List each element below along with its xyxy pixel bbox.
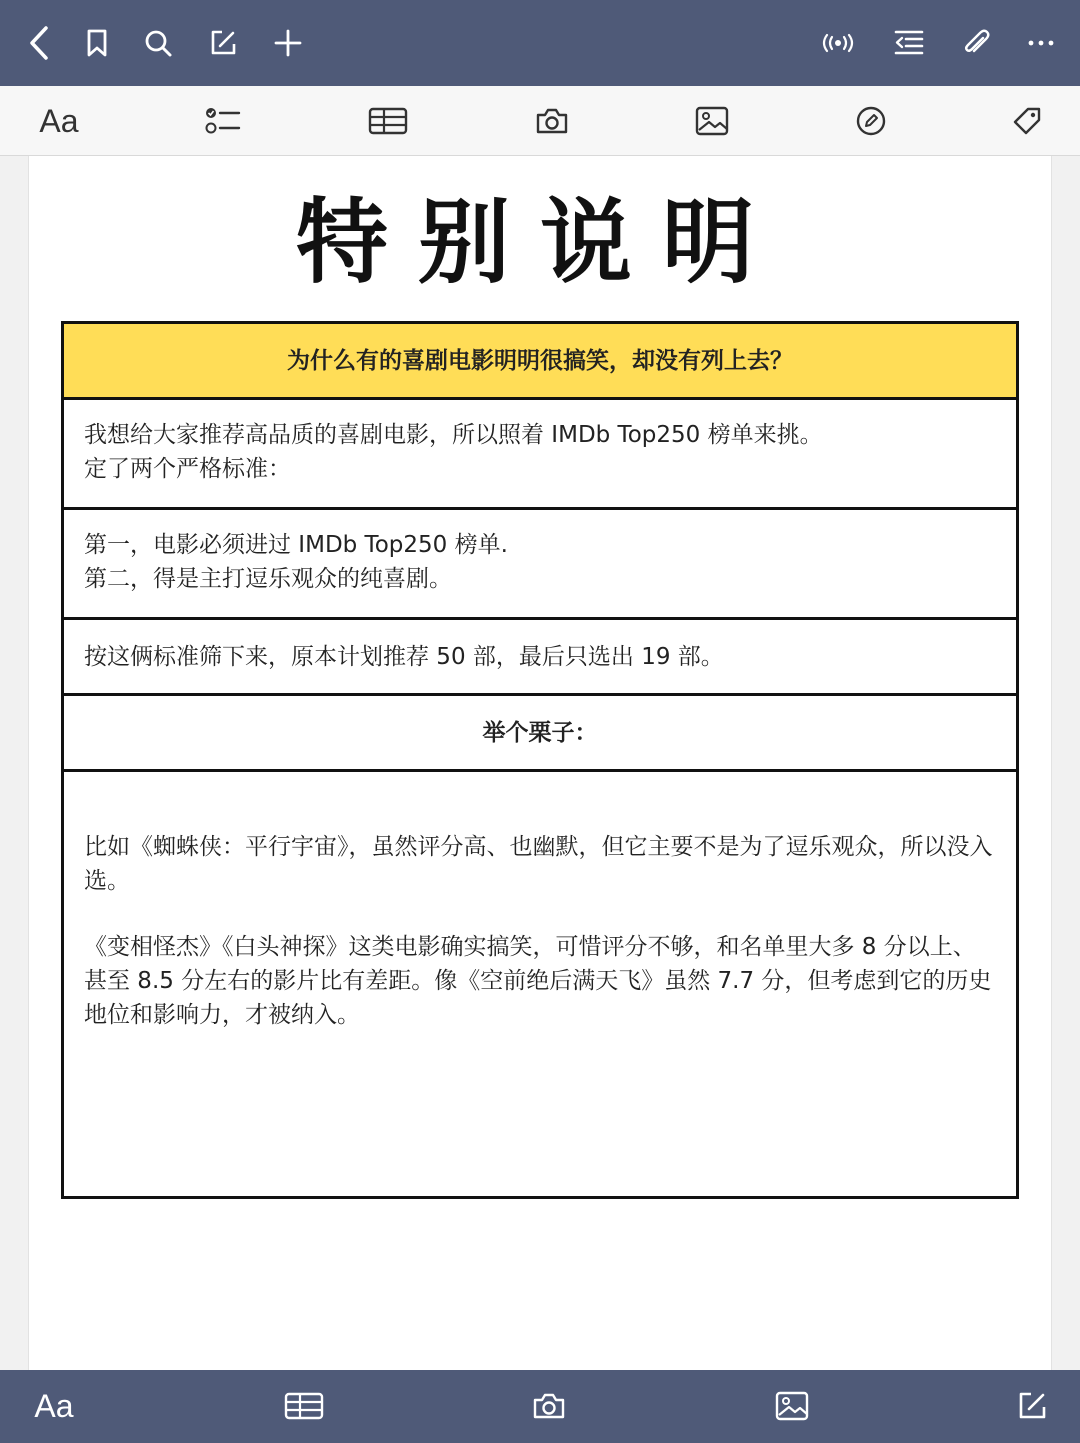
paragraph-text: 按这俩标准筛下来，原本计划推荐 50 部，最后只选出 19 部。 (84, 643, 724, 670)
paragraph-text: 我想给大家推荐高品质的喜剧电影，所以照着 IMDb Top250 榜单来挑。 (84, 422, 823, 448)
text-format-label: Aa (34, 1387, 74, 1424)
text-format-button[interactable] (30, 1382, 78, 1430)
table-row (64, 772, 1016, 1196)
tag-icon[interactable] (1004, 98, 1050, 144)
paragraph-text: 第二，得是主打逗乐观众的纯喜剧。 (84, 566, 452, 592)
example-heading: 举个栗子： (482, 719, 598, 746)
content-table (61, 321, 1019, 1199)
camera-icon[interactable] (525, 1382, 573, 1430)
paragraph-text: 第一，电影必须进过 IMDb Top250 榜单. (84, 532, 508, 558)
table-row (64, 510, 1016, 620)
bookmark-icon[interactable] (74, 20, 120, 66)
back-icon[interactable] (16, 20, 62, 66)
image-icon[interactable] (768, 1382, 816, 1430)
bottom-toolbar (0, 1370, 1080, 1443)
pen-icon[interactable] (848, 98, 894, 144)
text-format-button[interactable] (36, 98, 82, 144)
image-icon[interactable] (689, 98, 735, 144)
table-row (64, 620, 1016, 696)
page-title: 特别说明 (295, 189, 784, 296)
table-row (64, 400, 1016, 510)
attachment-icon[interactable] (953, 20, 999, 66)
table-icon[interactable] (365, 98, 411, 144)
compose-icon[interactable] (200, 20, 246, 66)
table-header (64, 324, 1016, 400)
outline-icon[interactable] (886, 20, 932, 66)
add-icon[interactable] (265, 20, 311, 66)
more-icon[interactable] (1018, 20, 1064, 66)
paragraph-text: 比如《蜘蛛侠：平行宇宙》，虽然评分高、也幽默，但它主要不是为了逗乐观众，所以没入选。 (84, 834, 993, 894)
paragraph-text: 《变相怪杰》《白头神探》这类电影确实搞笑，可惜评分不够，和名单里大多 8 分以上、甚至 8.5 分左右的影片比有差距。像《空前绝后满天飞》虽然 7.7 分，但考虑到它的历史地位和影响力，才被纳入。 (84, 934, 992, 1028)
compose-icon[interactable] (1008, 1382, 1056, 1430)
camera-icon[interactable] (529, 98, 575, 144)
text-format-label: Aa (39, 102, 79, 139)
top-navigation-bar (0, 0, 1080, 86)
search-icon[interactable] (135, 20, 181, 66)
header-text: 为什么有的喜剧电影明明很搞笑，却没有列上去？ (287, 347, 793, 374)
format-toolbar (0, 86, 1080, 156)
table-icon[interactable] (280, 1382, 328, 1430)
broadcast-icon[interactable] (815, 20, 861, 66)
checklist-icon[interactable] (200, 98, 246, 144)
table-row (64, 696, 1016, 772)
paragraph-text: 定了两个严格标准： (84, 456, 291, 482)
